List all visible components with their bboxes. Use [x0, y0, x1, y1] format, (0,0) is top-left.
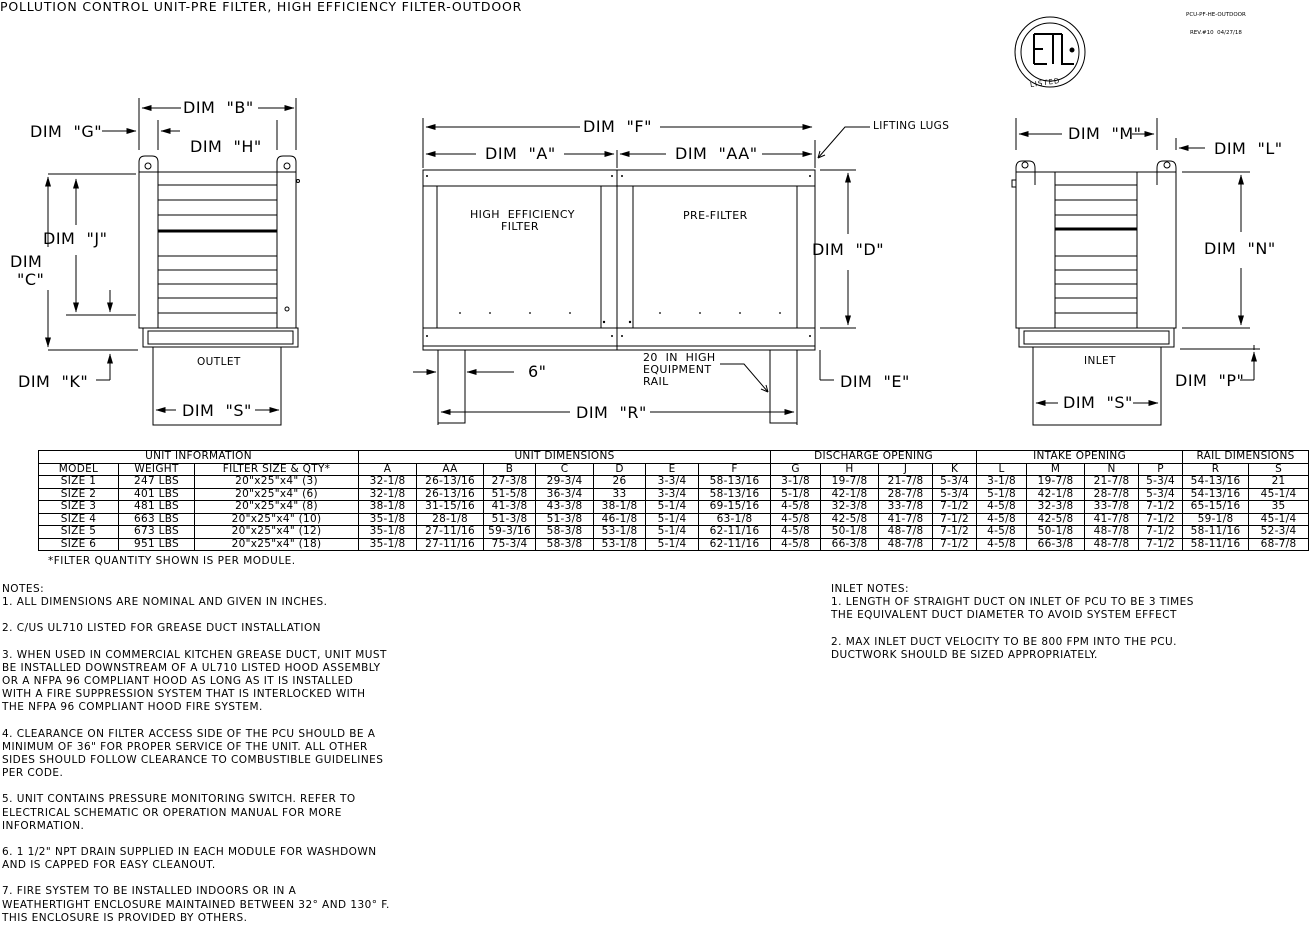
- table-cell: 20"x25"x4" (8): [195, 501, 359, 514]
- table-cell: 21-7/8: [1085, 476, 1139, 489]
- table-cell: 31-15/16: [417, 501, 484, 514]
- filter-quantity-note: *FILTER QUANTITY SHOWN IS PER MODULE.: [48, 555, 296, 567]
- note-item: 5. UNIT CONTAINS PRESSURE MONITORING SWITCH. REFER TO ELECTRICAL SCHEMATIC OR OPERATION MANUAL FOR MORE INFORMATION.: [2, 793, 356, 832]
- table-cell: 3-3/4: [646, 488, 699, 501]
- table-cell: 27-11/16: [417, 526, 484, 539]
- table-row: [39, 526, 1309, 539]
- table-cell: 4-5/8: [977, 513, 1027, 526]
- revision-code: PCU-PF-HE-OUTDOOR: [1186, 12, 1246, 19]
- table-cell: 43-3/8: [536, 501, 594, 514]
- rail-label: 20 IN HIGH EQUIPMENT RAIL: [643, 351, 716, 389]
- table-cell: 51-3/8: [484, 513, 536, 526]
- table-cell: 32-1/8: [359, 488, 417, 501]
- note-item: 4. CLEARANCE ON FILTER ACCESS SIDE OF THE PCU SHOULD BE A MINIMUM OF 36" FOR PROPER SERVICE OF THE UNIT. ALL OTHER SIDES SHOULD FOLLOW CLEARANCE TO COMBUSTIBLE GUIDELINES PER CODE.: [2, 727, 384, 780]
- table-cell: 32-1/8: [359, 476, 417, 489]
- inlet-dim-p-label: DIM "P": [1175, 371, 1245, 390]
- table-cell: 673 LBS: [119, 526, 195, 539]
- table-cell: 48-7/8: [1085, 526, 1139, 539]
- column-header: J: [879, 463, 933, 476]
- table-cell: 66-3/8: [1027, 538, 1085, 551]
- table-cell: 65-15/16: [1183, 501, 1249, 514]
- table-cell: 36-3/4: [536, 488, 594, 501]
- column-header: A: [359, 463, 417, 476]
- table-cell: 29-3/4: [536, 476, 594, 489]
- table-cell: 69-15/16: [699, 501, 771, 514]
- side-dim-e-label: DIM "E": [840, 372, 910, 391]
- table-cell: 42-1/8: [821, 488, 879, 501]
- table-row: [39, 488, 1309, 501]
- table-cell: 41-7/8: [1085, 513, 1139, 526]
- table-cell: 5-1/4: [646, 538, 699, 551]
- table-cell: 4-5/8: [977, 501, 1027, 514]
- column-header: B: [484, 463, 536, 476]
- table-cell: 35-1/8: [359, 526, 417, 539]
- table-cell: 4-5/8: [771, 501, 821, 514]
- note-item: 7. FIRE SYSTEM TO BE INSTALLED INDOORS OR IN A WEATHERTIGHT ENCLOSURE MAINTAINED BETWEEN 32° AND 130° F. THIS ENCLOSURE IS PROVIDED BY OTHERS.: [2, 885, 390, 924]
- table-cell: SIZE 4: [39, 513, 119, 526]
- table-cell: 5-3/4: [1139, 476, 1183, 489]
- column-header: F: [699, 463, 771, 476]
- drawing-title: POLLUTION CONTROL UNIT-PRE FILTER, HIGH EFFICIENCY FILTER-OUTDOOR: [0, 0, 523, 14]
- inlet-notes: [831, 583, 1271, 675]
- table-cell: 46-1/8: [594, 513, 646, 526]
- table-cell: 4-5/8: [977, 526, 1027, 539]
- table-cell: 58-11/16: [1183, 526, 1249, 539]
- table-cell: 33: [594, 488, 646, 501]
- table-cell: 28-1/8: [417, 513, 484, 526]
- outlet-view-drawing: [139, 156, 300, 425]
- column-header: E: [646, 463, 699, 476]
- table-group-row: [39, 451, 1309, 464]
- table-cell: 7-1/2: [933, 538, 977, 551]
- table-cell: 50-1/8: [821, 526, 879, 539]
- table-row: [39, 538, 1309, 551]
- table-cell: 5-3/4: [933, 476, 977, 489]
- table-cell: 38-1/8: [594, 501, 646, 514]
- table-cell: 51-3/8: [536, 513, 594, 526]
- table-cell: 58-3/8: [536, 538, 594, 551]
- table-cell: 63-1/8: [699, 513, 771, 526]
- table-cell: 20"x25"x4" (12): [195, 526, 359, 539]
- table-cell: 58-13/16: [699, 476, 771, 489]
- column-header: P: [1139, 463, 1183, 476]
- column-header: FILTER SIZE & QTY*: [195, 463, 359, 476]
- table-cell: SIZE 1: [39, 476, 119, 489]
- table-cell: 62-11/16: [699, 526, 771, 539]
- column-header: H: [821, 463, 879, 476]
- table-cell: 53-1/8: [594, 538, 646, 551]
- table-cell: 4-5/8: [771, 526, 821, 539]
- inlet-view-drawing: [1012, 161, 1176, 425]
- group-unit-information: UNIT INFORMATION: [39, 451, 359, 464]
- group-unit-dimensions: UNIT DIMENSIONS: [359, 451, 771, 464]
- table-cell: 7-1/2: [1139, 513, 1183, 526]
- inlet-dim-l-label: DIM "L": [1214, 139, 1283, 158]
- listed-text: LISTED: [1029, 76, 1061, 90]
- outlet-dim-s-label: DIM "S": [182, 401, 252, 420]
- table-cell: 5-1/4: [646, 501, 699, 514]
- table-cell: 4-5/8: [771, 538, 821, 551]
- column-header: D: [594, 463, 646, 476]
- table-cell: 45-1/4: [1249, 488, 1309, 501]
- table-cell: 54-13/16: [1183, 476, 1249, 489]
- table-row: [39, 513, 1309, 526]
- outlet-dim-h-label: DIM "H": [190, 137, 262, 156]
- note-item: 3. WHEN USED IN COMMERCIAL KITCHEN GREASE DUCT, UNIT MUST BE INSTALLED DOWNSTREAM OF A UL710 LISTED HOOD ASSEMBLY OR A NFPA 96 COMPLIANT HOOD AS LONG AS IT IS INSTALLED WITH A FIRE SUPPRESSION SYSTEM THAT IS INTERLOCKED WITH THE NFPA 96 COMPLIANT HOOD FIRE SYSTEM.: [2, 648, 387, 714]
- table-cell: 38-1/8: [359, 501, 417, 514]
- inlet-dim-m-label: DIM "M": [1068, 124, 1142, 143]
- column-header: G: [771, 463, 821, 476]
- table-cell: 58-11/16: [1183, 538, 1249, 551]
- table-cell: 41-3/8: [484, 501, 536, 514]
- table-cell: 33-7/8: [1085, 501, 1139, 514]
- column-header: M: [1027, 463, 1085, 476]
- side-dim-a-label: DIM "A": [485, 144, 556, 163]
- table-cell: 5-3/4: [933, 488, 977, 501]
- column-header: R: [1183, 463, 1249, 476]
- table-cell: 48-7/8: [879, 538, 933, 551]
- table-cell: 3-1/8: [771, 476, 821, 489]
- table-cell: 247 LBS: [119, 476, 195, 489]
- table-cell: 21-7/8: [879, 476, 933, 489]
- table-cell: 58-13/16: [699, 488, 771, 501]
- table-cell: 20"x25"x4" (18): [195, 538, 359, 551]
- etl-listed-mark: [1015, 17, 1085, 90]
- table-cell: 32-3/8: [821, 501, 879, 514]
- column-header: L: [977, 463, 1027, 476]
- table-cell: 32-3/8: [1027, 501, 1085, 514]
- table-cell: 41-7/8: [879, 513, 933, 526]
- table-cell: 42-1/8: [1027, 488, 1085, 501]
- table-cell: 401 LBS: [119, 488, 195, 501]
- table-cell: 59-3/16: [484, 526, 536, 539]
- inlet-dim-s-label: DIM "S": [1063, 393, 1133, 412]
- table-cell: 4-5/8: [977, 538, 1027, 551]
- table-cell: 62-11/16: [699, 538, 771, 551]
- table-cell: 19-7/8: [821, 476, 879, 489]
- column-header: C: [536, 463, 594, 476]
- inlet-note-item: 1. LENGTH OF STRAIGHT DUCT ON INLET OF PCU TO BE 3 TIMES THE EQUIVALENT DUCT DIAMETER TO AVOID SYSTEM EFFECT: [831, 596, 1194, 622]
- side-dim-f-label: DIM "F": [583, 117, 652, 136]
- table-cell: 52-3/4: [1249, 526, 1309, 539]
- table-cell: 33-7/8: [879, 501, 933, 514]
- table-cell: 68-7/8: [1249, 538, 1309, 551]
- outlet-dim-c-label: DIM: [10, 252, 43, 271]
- side-dim-aa-label: DIM "AA": [675, 144, 758, 163]
- table-cell: 27-11/16: [417, 538, 484, 551]
- table-cell: 20"x25"x4" (6): [195, 488, 359, 501]
- side-dim-r-label: DIM "R": [576, 403, 647, 422]
- table-cell: 5-1/4: [646, 513, 699, 526]
- table-cell: 7-1/2: [933, 513, 977, 526]
- outlet-dim-g-label: DIM "G": [30, 122, 103, 141]
- table-cell: 35-1/8: [359, 538, 417, 551]
- outlet-dim-c-letter: "C": [17, 270, 45, 289]
- drawing-linework: [0, 0, 1280, 450]
- table-header-row: [39, 463, 1309, 476]
- table-cell: 5-1/8: [771, 488, 821, 501]
- column-header: MODEL: [39, 463, 119, 476]
- note-item: 2. C/US UL710 LISTED FOR GREASE DUCT INSTALLATION: [2, 622, 321, 635]
- table-cell: 66-3/8: [821, 538, 879, 551]
- table-cell: SIZE 3: [39, 501, 119, 514]
- group-intake-opening: INTAKE OPENING: [977, 451, 1183, 464]
- table-cell: 75-3/4: [484, 538, 536, 551]
- column-header: N: [1085, 463, 1139, 476]
- outlet-dim-b-label: DIM "B": [183, 98, 254, 117]
- table-cell: 7-1/2: [933, 526, 977, 539]
- table-cell: 53-1/8: [594, 526, 646, 539]
- table-cell: 45-1/4: [1249, 513, 1309, 526]
- table-cell: 54-13/16: [1183, 488, 1249, 501]
- group-rail-dimensions: RAIL DIMENSIONS: [1183, 451, 1309, 464]
- he-filter-label: HIGH EFFICIENCY FILTER: [470, 208, 575, 234]
- group-discharge-opening: DISCHARGE OPENING: [771, 451, 977, 464]
- table-cell: 28-7/8: [1085, 488, 1139, 501]
- table-cell: SIZE 6: [39, 538, 119, 551]
- note-item: 6. 1 1/2" NPT DRAIN SUPPLIED IN EACH MODULE FOR WASHDOWN AND IS CAPPED FOR EASY CLEANOUT.: [2, 846, 377, 872]
- table-cell: 42-5/8: [821, 513, 879, 526]
- table-cell: 19-7/8: [1027, 476, 1085, 489]
- inlet-label: INLET: [1084, 355, 1116, 367]
- table-cell: 481 LBS: [119, 501, 195, 514]
- inlet-dim-n-label: DIM "N": [1204, 239, 1276, 258]
- notes-heading: NOTES:: [2, 583, 45, 595]
- six-inch-label: 6": [528, 362, 547, 381]
- table-cell: 50-1/8: [1027, 526, 1085, 539]
- table-cell: 26-13/16: [417, 488, 484, 501]
- table-cell: 5-3/4: [1139, 488, 1183, 501]
- table-cell: 26-13/16: [417, 476, 484, 489]
- table-cell: SIZE 2: [39, 488, 119, 501]
- table-cell: 7-1/2: [933, 501, 977, 514]
- dimension-table: [38, 450, 1309, 551]
- table-cell: 42-5/8: [1027, 513, 1085, 526]
- table-cell: 951 LBS: [119, 538, 195, 551]
- table-cell: 20"x25"x4" (10): [195, 513, 359, 526]
- table-cell: 20"x25"x4" (3): [195, 476, 359, 489]
- column-header: K: [933, 463, 977, 476]
- table-body: [39, 476, 1309, 551]
- table-cell: 5-1/8: [977, 488, 1027, 501]
- table-cell: 663 LBS: [119, 513, 195, 526]
- inlet-note-item: 2. MAX INLET DUCT VELOCITY TO BE 800 FPM INTO THE PCU. DUCTWORK SHOULD BE SIZED APPROPRIATELY.: [831, 635, 1177, 661]
- outlet-label: OUTLET: [197, 356, 241, 368]
- table-cell: 5-1/4: [646, 526, 699, 539]
- table-cell: 35: [1249, 501, 1309, 514]
- table-cell: 48-7/8: [1085, 538, 1139, 551]
- table-cell: 3-1/8: [977, 476, 1027, 489]
- table-cell: 21: [1249, 476, 1309, 489]
- table-cell: 26: [594, 476, 646, 489]
- general-notes: [2, 583, 462, 938]
- inlet-notes-heading: INLET NOTES:: [831, 583, 909, 595]
- revision-date: REV.#10 04/27/18: [1189, 30, 1242, 37]
- table-cell: 51-5/8: [484, 488, 536, 501]
- table-cell: 7-1/2: [1139, 538, 1183, 551]
- outlet-dim-k-label: DIM "K": [18, 372, 89, 391]
- table-cell: SIZE 5: [39, 526, 119, 539]
- pre-filter-label: PRE-FILTER: [683, 209, 748, 222]
- column-header: WEIGHT: [119, 463, 195, 476]
- table-cell: 28-7/8: [879, 488, 933, 501]
- note-item: 1. ALL DIMENSIONS ARE NOMINAL AND GIVEN IN INCHES.: [2, 596, 328, 609]
- side-dim-d-label: DIM "D": [812, 240, 885, 259]
- column-header: S: [1249, 463, 1309, 476]
- outlet-dim-j-label: DIM "J": [43, 229, 108, 248]
- table-cell: 59-1/8: [1183, 513, 1249, 526]
- table-row: [39, 476, 1309, 489]
- lifting-lugs-label: LIFTING LUGS: [873, 120, 950, 132]
- column-header: AA: [417, 463, 484, 476]
- table-cell: 48-7/8: [879, 526, 933, 539]
- table-row: [39, 501, 1309, 514]
- table-cell: 7-1/2: [1139, 526, 1183, 539]
- table-cell: 27-3/8: [484, 476, 536, 489]
- table-cell: 4-5/8: [771, 513, 821, 526]
- table-cell: 7-1/2: [1139, 501, 1183, 514]
- table-cell: 3-3/4: [646, 476, 699, 489]
- table-cell: 35-1/8: [359, 513, 417, 526]
- table-cell: 58-3/8: [536, 526, 594, 539]
